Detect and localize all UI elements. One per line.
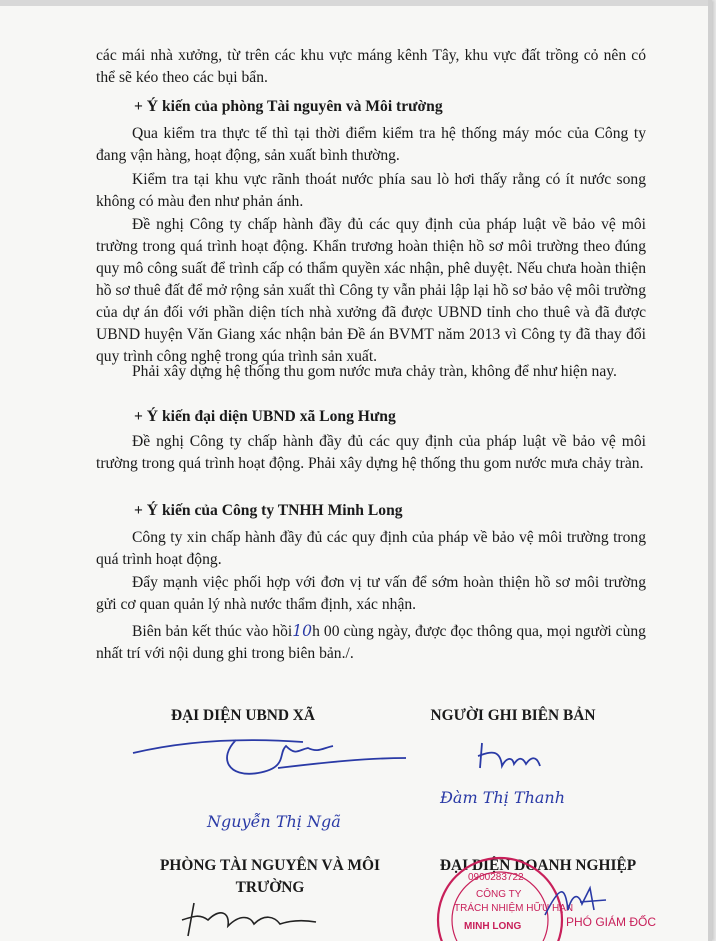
sig-title-recorder: NGƯỜI GHI BIÊN BẢN [430,707,596,724]
tnmt-signature [180,898,320,938]
stamp-code: 0900283722 [468,872,524,883]
stamp-line1: CÔNG TY [476,889,522,900]
sig-title-tnmt-line2: TRƯỜNG [235,879,305,896]
sig-title-tnmt-line1: PHÒNG TÀI NGUYÊN VÀ MÔI [159,857,381,874]
ubnd-signature [128,728,418,798]
stamp-role: PHÓ GIÁM ĐỐC [566,915,657,929]
page-right-edge [708,0,712,941]
heading-tnmt: + Ý kiến của phòng Tài nguyên và Môi trường [134,98,443,115]
paragraph-tnmt-3: Đề nghị Công ty chấp hành đầy đủ các quy định của pháp luật về bảo vệ môi trường trong quá trình hoạt động. Khẩn trương hoàn thiện hồ sơ môi trường theo đúng quy mô công suất để trình cấp có thẩm quyền xác nhận, phê duyệt. Nếu chưa hoàn thiện hồ sơ thuê đất để mở rộng sản xuất thì Công ty vẫn phải lập lại hồ sơ bảo vệ môi trường của dự án đối với phần diện tích nhà xưởng đã được UBND tỉnh cho thuê và đã được UBND huyện Văn Giang xác nhận bản Đề án BVMT năm 2013 vì Công ty đã thay đổi quy trình công nghệ trong qúa trình sản xuất. [96,216,646,365]
sig-title-enterprise: ĐẠI DIỆN DOANH NGHIỆP [439,857,637,874]
end-text-b: h 00 cùng ngày, được đọc thông qua, mọi người cùng nhất trí với nội dung ghi trong biên bản./. [96,623,646,662]
stamp-line3: MINH LONG [464,921,522,932]
paragraph-cty-2: Đẩy mạnh việc phối hợp với đơn vị tư vấn để sớm hoàn thiện hồ sơ môi trường gửi cơ quan quản lý nhà nước thẩm định, xác nhận. [96,574,646,613]
sig-title-ubnd: ĐẠI DIỆN UBND XÃ [170,707,316,724]
recorder-signature [470,738,560,778]
heading-cty: + Ý kiến của Công ty TNHH Minh Long [134,502,403,519]
paragraph-ubnd: Đề nghị Công ty chấp hành đầy đủ các quy định của pháp luật về bảo vệ môi trường trong quá trình hoạt động. Phải xây dựng hệ thống thu gom nước mưa chảy tràn. [96,433,646,472]
handwritten-hour: 10 [292,622,313,640]
page-top-edge [0,0,712,6]
paragraph-end [96,620,646,665]
end-text-a: Biên bản kết thúc vào hồi [132,623,293,640]
paragraph-top: các mái nhà xưởng, từ trên các khu vực máng kênh Tây, khu vực đất trồng cỏ nên có thể sẽ kéo theo các bụi bẩn. [96,47,646,86]
ubnd-signer-name: Nguyễn Thị Ngã [207,812,341,831]
stamp-line2: TRÁCH NHIỆM HỮU HẠN [454,903,574,914]
recorder-name: Đàm Thị Thanh [440,788,566,807]
paragraph-cty-1: Công ty xin chấp hành đầy đủ các quy định của pháp về bảo vệ môi trường trong quá trình hoạt động. [96,529,646,568]
paragraph-tnmt-1: Qua kiểm tra thực tế thì tại thời điểm kiểm tra hệ thống máy móc của Công ty đang vận hàng, hoạt động, sản xuất bình thường. [96,125,646,164]
heading-ubnd: + Ý kiến đại diện UBND xã Long Hưng [134,408,396,425]
enterprise-signature [540,880,610,920]
paragraph-tnmt-4: Phải xây dựng hệ thống thu gom nước mưa chảy tràn, không để như hiện nay. [132,363,617,380]
sig-title-tnmt [140,855,400,899]
paragraph-tnmt-2: Kiểm tra tại khu vực rãnh thoát nước phía sau lò hơi thấy rằng có ít nước song không có màu đen như phản ánh. [96,171,646,210]
